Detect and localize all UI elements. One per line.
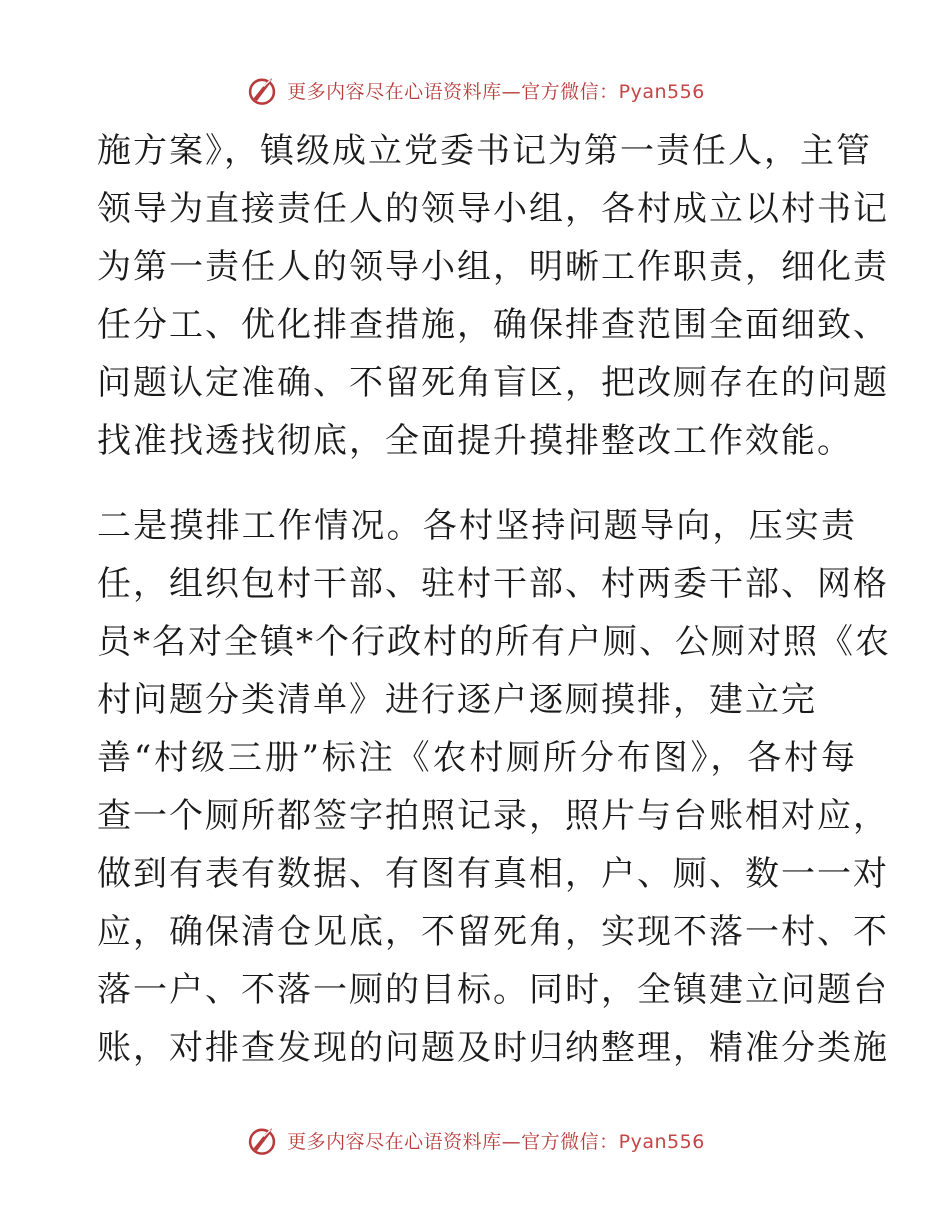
header-watermark xyxy=(0,70,950,110)
quill-pen-logo-icon xyxy=(245,73,279,107)
wechat-id: Pyan556 xyxy=(618,80,705,103)
watermark-text: 更多内容尽在心语资料库—官方微信：Pyan556 xyxy=(287,1130,705,1153)
text-line: 村问题分类清单》进行逐户逐厕摸排，建立完 xyxy=(97,680,817,720)
text-line: 找准找透找彻底，全面提升摸排整改工作效能。 xyxy=(97,421,853,461)
text-line: 应，确保清仓见底，不留死角，实现不落一村、不 xyxy=(97,912,889,952)
text-line: 落一户、不落一厕的目标。同时，全镇建立问题台 xyxy=(97,970,889,1010)
text-line: 任，组织包村干部、驻村干部、村两委干部、网格 xyxy=(97,564,889,604)
text-line: 问题认定准确、不留死角盲区，把改厕存在的问题 xyxy=(97,363,889,403)
text-line: 账，对排查发现的问题及时归纳整理，精准分类施 xyxy=(97,1028,889,1068)
text-line: 做到有表有数据、有图有真相，户、厕、数一一对 xyxy=(97,854,889,894)
quill-pen-logo-icon xyxy=(245,1123,279,1157)
text-line: 为第一责任人的领导小组，明晰工作职责，细化责 xyxy=(97,247,889,287)
footer-watermark xyxy=(0,1120,950,1160)
text-line: 善“村级三册”标注《农村厕所分布图》，各村每 xyxy=(97,738,857,778)
paragraph-gap xyxy=(97,470,857,497)
watermark-text: 更多内容尽在心语资料库—官方微信：Pyan556 xyxy=(287,80,705,103)
paragraph-1 xyxy=(97,122,889,470)
text-line: 员*名对全镇*个行政村的所有户厕、公厕对照《农 xyxy=(97,622,891,662)
text-line: 查一个厕所都签字拍照记录，照片与台账相对应， xyxy=(97,796,889,836)
text-line: 任分工、优化排查措施，确保排查范围全面细致、 xyxy=(97,305,889,345)
paragraph-2 xyxy=(97,497,891,1077)
text-line: 二是摸排工作情况。各村坚持问题导向，压实责 xyxy=(97,506,857,546)
text-line: 领导为直接责任人的领导小组，各村成立以村书记 xyxy=(97,189,889,229)
document-body xyxy=(97,122,891,1077)
text-line: 施方案》，镇级成立党委书记为第一责任人，主管 xyxy=(97,131,872,171)
wechat-id: Pyan556 xyxy=(618,1130,705,1153)
